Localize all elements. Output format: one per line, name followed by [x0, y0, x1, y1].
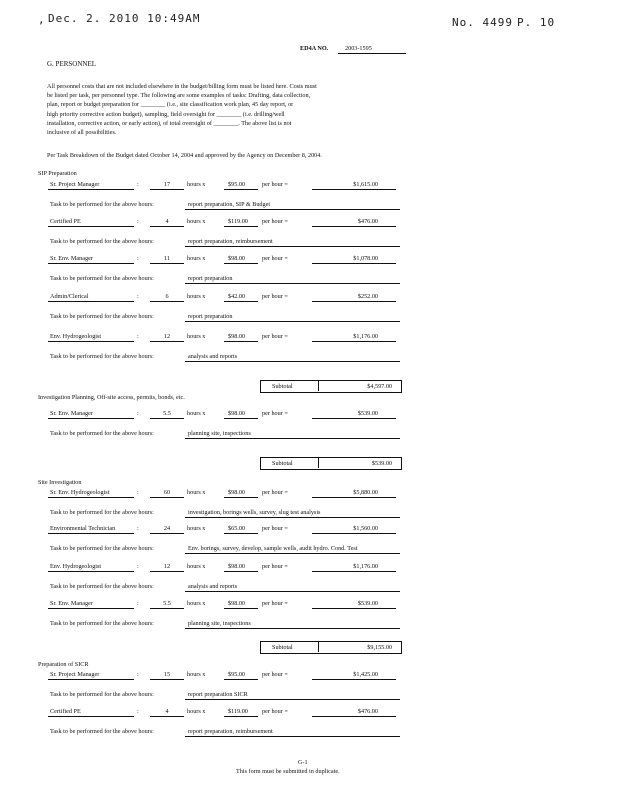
- task-line: [185, 553, 400, 554]
- rate-value: $98.00: [228, 410, 246, 417]
- rate-value: $98.00: [228, 489, 246, 496]
- task-prompt: Task to be performed for the above hours:: [50, 583, 154, 590]
- role-name: Admin/Clerical: [50, 293, 89, 300]
- rate-label: per hour =: [262, 218, 288, 225]
- fax-date: Dec. 2. 2010 10:49AM: [48, 12, 201, 25]
- task-description: report preparation, reimbursement: [188, 238, 273, 245]
- hours-label: hours x: [187, 525, 206, 532]
- form-number-line: [338, 53, 406, 54]
- rate-value: $42.00: [228, 293, 246, 300]
- duplicate-note: This form must be submitted in duplicate.: [236, 768, 340, 775]
- total-line: [312, 189, 396, 190]
- colon: :: [137, 293, 139, 300]
- rate-label: per hour =: [262, 255, 288, 262]
- hours-value: 5.5: [163, 410, 171, 417]
- hours-label: hours x: [187, 600, 206, 607]
- role-line: [48, 263, 134, 264]
- rate-line: [224, 497, 258, 498]
- role-name: Sr. Env. Manager: [50, 600, 93, 607]
- role-line: [48, 341, 134, 342]
- intro-line: plan, report or budget preparation for ________ (i.e., site classification work plan, 45 day report, or: [47, 101, 294, 109]
- task-prompt: Task to be performed for the above hours:: [50, 201, 154, 208]
- hours-line: [150, 341, 184, 342]
- subtotal-value: $539.00: [371, 460, 392, 467]
- role-line: [48, 716, 134, 717]
- hours-line: [150, 263, 184, 264]
- total-line: [312, 301, 396, 302]
- total-line: [312, 341, 396, 342]
- role-name: Sr. Env. Hydrogeologist: [50, 489, 110, 496]
- subtotal-label: Subtotal: [272, 383, 293, 390]
- row-total: $476.00: [357, 218, 378, 225]
- fax-page: P. 10: [517, 16, 556, 29]
- subtotal-divider: [318, 380, 319, 391]
- role-name: Sr. Project Manager: [50, 671, 100, 678]
- role-line: [48, 497, 134, 498]
- task-description: report preparation, reimbursement: [188, 728, 273, 735]
- task-description: report preparation: [188, 275, 233, 282]
- colon: :: [137, 600, 139, 607]
- rate-value: $119.00: [228, 218, 248, 225]
- task-prompt: Task to be performed for the above hours:: [50, 545, 154, 552]
- task-line: [185, 438, 400, 439]
- role-name: Sr. Env. Manager: [50, 255, 93, 262]
- rate-label: per hour =: [262, 600, 288, 607]
- rate-line: [224, 716, 258, 717]
- rate-line: [224, 341, 258, 342]
- task-prompt: Task to be performed for the above hours:: [50, 620, 154, 627]
- task-line: [185, 321, 400, 322]
- rate-label: per hour =: [262, 489, 288, 496]
- hours-label: hours x: [187, 708, 206, 715]
- row-total: $539.00: [357, 600, 378, 607]
- total-line: [312, 263, 396, 264]
- hours-value: 17: [163, 181, 171, 188]
- task-description: Env. borings, survey, develop, sample wells, audit hydro. Cond. Test: [188, 545, 358, 552]
- hours-line: [150, 418, 184, 419]
- hours-value: 4: [165, 218, 169, 225]
- colon: :: [137, 489, 139, 496]
- rate-line: [224, 608, 258, 609]
- task-line: [185, 361, 400, 362]
- task-description: analysis and reports: [188, 583, 238, 590]
- hours-line: [150, 679, 184, 680]
- task-line: [185, 517, 400, 518]
- rate-value: $98.00: [228, 333, 246, 340]
- group-title: Investigation Planning, Off-site access, permits, bonds, etc.: [38, 394, 185, 401]
- fax-tick: ,: [38, 13, 46, 26]
- row-total: $539.00: [357, 410, 378, 417]
- rate-label: per hour =: [262, 293, 288, 300]
- rate-value: $98.00: [228, 255, 246, 262]
- rate-value: $119.00: [228, 708, 248, 715]
- row-total: $476.00: [357, 708, 378, 715]
- task-prompt: Task to be performed for the above hours:: [50, 728, 154, 735]
- task-description: report preparation SICR: [188, 691, 248, 698]
- rate-line: [224, 189, 258, 190]
- row-total: $1,560.00: [353, 525, 378, 532]
- task-line: [185, 283, 400, 284]
- rate-line: [224, 301, 258, 302]
- colon: :: [137, 410, 139, 417]
- section-title: G. PERSONNEL: [47, 60, 97, 68]
- colon: :: [137, 708, 139, 715]
- intro-line: All personnel costs that are not included elsewhere in the budget/billing form must be listed here. Costs must: [47, 83, 317, 90]
- row-total: $1,176.00: [353, 333, 378, 340]
- hours-value: 12: [163, 563, 171, 570]
- task-line: [185, 591, 400, 592]
- subtotal-label: Subtotal: [272, 644, 293, 651]
- hours-label: hours x: [187, 255, 206, 262]
- task-description: report preparation, SIP & Budget: [188, 201, 271, 208]
- hours-label: hours x: [187, 489, 206, 496]
- role-line: [48, 301, 134, 302]
- hours-value: 6: [165, 293, 169, 300]
- task-description: planning site, inspections: [188, 620, 251, 627]
- rate-value: $95.00: [228, 671, 246, 678]
- colon: :: [137, 218, 139, 225]
- hours-line: [150, 301, 184, 302]
- task-prompt: Task to be performed for the above hours:: [50, 430, 154, 437]
- role-line: [48, 608, 134, 609]
- role-line: [48, 189, 134, 190]
- rate-line: [224, 533, 258, 534]
- hours-label: hours x: [187, 563, 206, 570]
- hours-label: hours x: [187, 293, 206, 300]
- task-line: [185, 628, 400, 629]
- role-line: [48, 571, 134, 572]
- intro-line: be listed per task, per personnel type. The following are some examples of tasks: Drafting, data collection,: [47, 92, 311, 100]
- hours-line: [150, 608, 184, 609]
- colon: :: [137, 525, 139, 532]
- hours-value: 12: [163, 333, 171, 340]
- colon: :: [137, 333, 139, 340]
- role-name: Sr. Project Manager: [50, 181, 100, 188]
- task-description: planning site, inspections: [188, 430, 251, 437]
- colon: :: [137, 671, 139, 678]
- task-line: [185, 699, 400, 700]
- rate-line: [224, 263, 258, 264]
- row-total: $5,880.00: [353, 489, 378, 496]
- hours-line: [150, 497, 184, 498]
- total-line: [312, 571, 396, 572]
- breakdown-statement: Per Task Breakdown of the Budget dated October 14, 2004 and approved by the Agency on December 8, 2004.: [47, 152, 322, 159]
- row-total: $1,078.00: [353, 255, 378, 262]
- rate-label: per hour =: [262, 563, 288, 570]
- task-prompt: Task to be performed for the above hours:: [50, 313, 154, 320]
- task-description: investigation, borings wells, survey, slug test analysis: [188, 509, 321, 516]
- hours-label: hours x: [187, 410, 206, 417]
- hours-line: [150, 226, 184, 227]
- hours-value: 15: [163, 671, 171, 678]
- rate-label: per hour =: [262, 333, 288, 340]
- role-name: Sr. Env. Manager: [50, 410, 93, 417]
- subtotal-value: $9,155.00: [367, 644, 392, 651]
- task-prompt: Task to be performed for the above hours:: [50, 275, 154, 282]
- intro-line: high priority corrective action budget), sampling, field oversight for ________ (i.e. drilling/well: [47, 110, 285, 118]
- role-name: Certified PE: [50, 218, 81, 225]
- row-total: $1,615.00: [353, 181, 378, 188]
- colon: :: [137, 181, 139, 188]
- group-title: Preparation of SICR: [38, 661, 89, 668]
- group-title: SIP Preparation: [38, 170, 77, 177]
- task-prompt: Task to be performed for the above hours:: [50, 509, 154, 516]
- row-total: $1,425.00: [353, 671, 378, 678]
- hours-line: [150, 716, 184, 717]
- rate-label: per hour =: [262, 525, 288, 532]
- hours-line: [150, 571, 184, 572]
- role-name: Env. Hydrogeologist: [50, 563, 102, 570]
- form-number-label: ED4A NO.: [300, 45, 329, 52]
- colon: :: [137, 255, 139, 262]
- form-number-value: 2003-1595: [345, 45, 372, 52]
- rate-label: per hour =: [262, 181, 288, 188]
- rate-value: $95.00: [228, 181, 246, 188]
- hours-label: hours x: [187, 181, 206, 188]
- page-label: G-1: [298, 759, 308, 766]
- hours-label: hours x: [187, 218, 206, 225]
- hours-line: [150, 533, 184, 534]
- colon: :: [137, 563, 139, 570]
- group-title: Site Investigation: [38, 479, 82, 486]
- role-name: Certified PE: [50, 708, 81, 715]
- hours-value: 11: [164, 255, 170, 262]
- task-line: [185, 246, 400, 247]
- intro-line: installation, corrective action, or early action), of total oversight of ________. The above list is not: [47, 119, 292, 127]
- role-line: [48, 418, 134, 419]
- row-total: $1,176.00: [353, 563, 378, 570]
- task-prompt: Task to be performed for the above hours:: [50, 238, 154, 245]
- intro-line: inclusive of all possibilities.: [47, 129, 117, 137]
- total-line: [312, 716, 396, 717]
- task-prompt: Task to be performed for the above hours:: [50, 353, 154, 360]
- role-line: [48, 533, 134, 534]
- total-line: [312, 533, 396, 534]
- hours-line: [150, 189, 184, 190]
- hours-value: 4: [165, 708, 169, 715]
- rate-line: [224, 226, 258, 227]
- rate-label: per hour =: [262, 671, 288, 678]
- task-line: [185, 209, 400, 210]
- hours-label: hours x: [187, 333, 206, 340]
- rate-value: $65.00: [228, 525, 246, 532]
- hours-value: 24: [163, 525, 171, 532]
- rate-label: per hour =: [262, 410, 288, 417]
- subtotal-value: $4,597.00: [367, 383, 392, 390]
- total-line: [312, 418, 396, 419]
- hours-value: 5.5: [163, 600, 171, 607]
- role-line: [48, 679, 134, 680]
- task-prompt: Task to be performed for the above hours:: [50, 691, 154, 698]
- rate-value: $98.00: [228, 563, 246, 570]
- rate-line: [224, 679, 258, 680]
- task-description: analysis and reports: [188, 353, 238, 360]
- rate-label: per hour =: [262, 708, 288, 715]
- role-name: Environmental Technician: [50, 525, 116, 532]
- subtotal-divider: [318, 457, 319, 468]
- hours-label: hours x: [187, 671, 206, 678]
- role-name: Env. Hydrogeologist: [50, 333, 102, 340]
- hours-value: 60: [163, 489, 171, 496]
- rate-line: [224, 418, 258, 419]
- fax-number: No. 4499: [452, 16, 513, 29]
- task-line: [185, 736, 400, 737]
- role-line: [48, 226, 134, 227]
- task-description: report preparation: [188, 313, 233, 320]
- subtotal-label: Subtotal: [272, 460, 293, 467]
- total-line: [312, 679, 396, 680]
- row-total: $252.00: [357, 293, 378, 300]
- rate-line: [224, 571, 258, 572]
- rate-value: $98.00: [228, 600, 246, 607]
- total-line: [312, 226, 396, 227]
- subtotal-divider: [318, 641, 319, 652]
- total-line: [312, 608, 396, 609]
- intro-paragraph: [47, 82, 317, 137]
- total-line: [312, 497, 396, 498]
